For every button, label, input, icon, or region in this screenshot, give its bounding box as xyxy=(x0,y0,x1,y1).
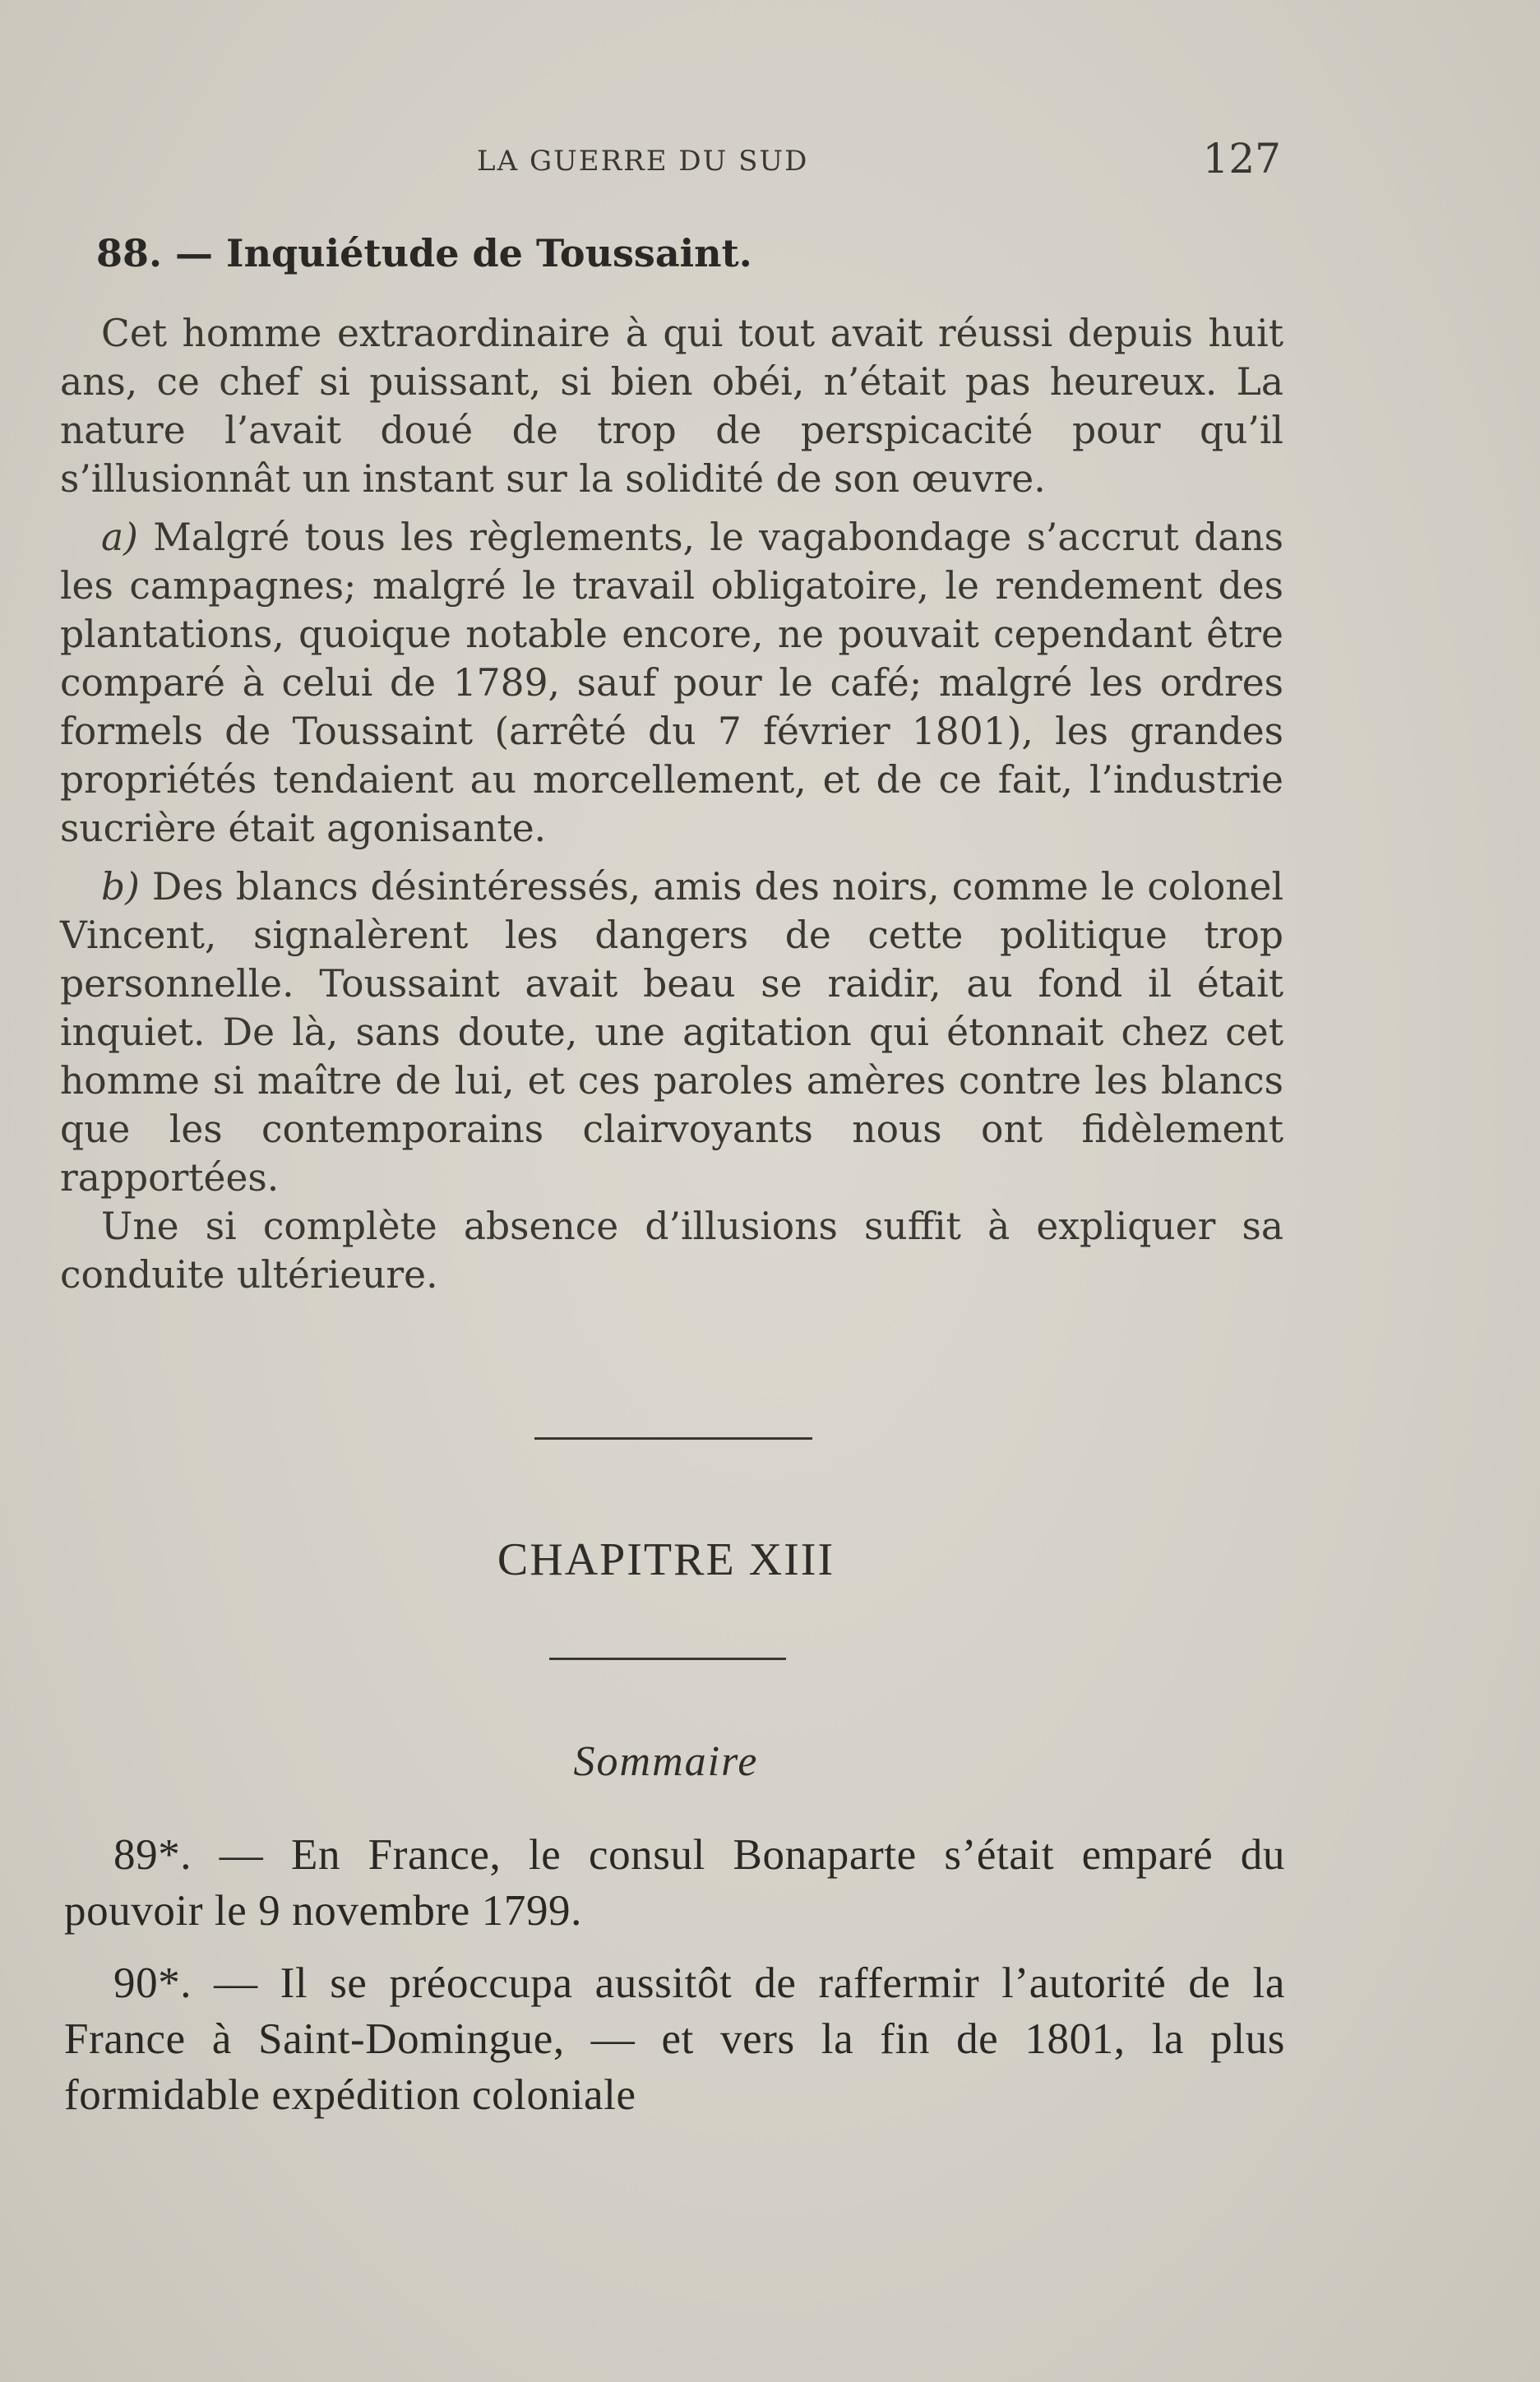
section-divider-rule xyxy=(534,1437,812,1440)
item-b-label: b) xyxy=(101,865,140,909)
conclusion-paragraph: Une si complète absence d’illusions suffit à expliquer sa conduite ultérieure. xyxy=(60,1205,1283,1297)
item-b-text: Des blancs désintéressés, amis des noirs, comme le colonel Vincent, signalèrent les dangers de cette politique trop personnelle. Toussaint avait beau se raidir, au fond il était inquiet. De là, sans doute, une agitation qui étonnait chez cet homme si maître de lui, et ces paroles amères contre les blancs que les contemporains clairvoyants nous ont fidèlement rapportées. xyxy=(60,865,1283,1200)
page-number: 127 xyxy=(1202,135,1281,183)
item-a-text: Malgré tous les règlements, le vagabondage s’accrut dans les campagnes; malgré le travail obligatoire, le rendement des plantations, quoique notable encore, ne pouvait cependant être comparé à celui de 1789, sauf pour le café; malgré les ordres formels de Toussaint (arrêté du 7 février 1801), les grandes propriétés tendaient au morcellement, et de ce fait, l’industrie sucrière était agonisante. xyxy=(60,516,1284,850)
chapter-divider-rule xyxy=(549,1658,786,1660)
item-a-paragraph xyxy=(60,513,1283,853)
running-head: LA GUERRE DU SUD xyxy=(477,145,809,178)
section-heading: 88. — Inquiétude de Toussaint. xyxy=(96,231,752,275)
item-a-label: a) xyxy=(101,516,138,559)
summary-list xyxy=(64,1827,1285,2139)
chapter-title: CHAPITRE XIII xyxy=(497,1534,835,1585)
intro-paragraph: Cet homme extraordinaire à qui tout avait réussi depuis huit ans, ce chef si puissant, si bien obéi, n’était pas heureux. La nature l’avait doué de trop de perspicacité pour qu’il s’illusionnât un instant sur la solidité de son œuvre. xyxy=(60,312,1283,501)
section-body xyxy=(60,309,1283,1299)
item-b-paragraph xyxy=(60,863,1283,1202)
summary-item: 89*. — En France, le consul Bonaparte s’était emparé du pouvoir le 9 novembre 1799. xyxy=(64,1831,1285,1935)
summary-title: Sommaire xyxy=(573,1738,759,1785)
summary-item: 90*. — Il se préoccupa aussitôt de raffermir l’autorité de la France à Saint-Domingue, — et vers la fin de 1801, la plus formidable expédition coloniale xyxy=(64,1959,1285,2119)
